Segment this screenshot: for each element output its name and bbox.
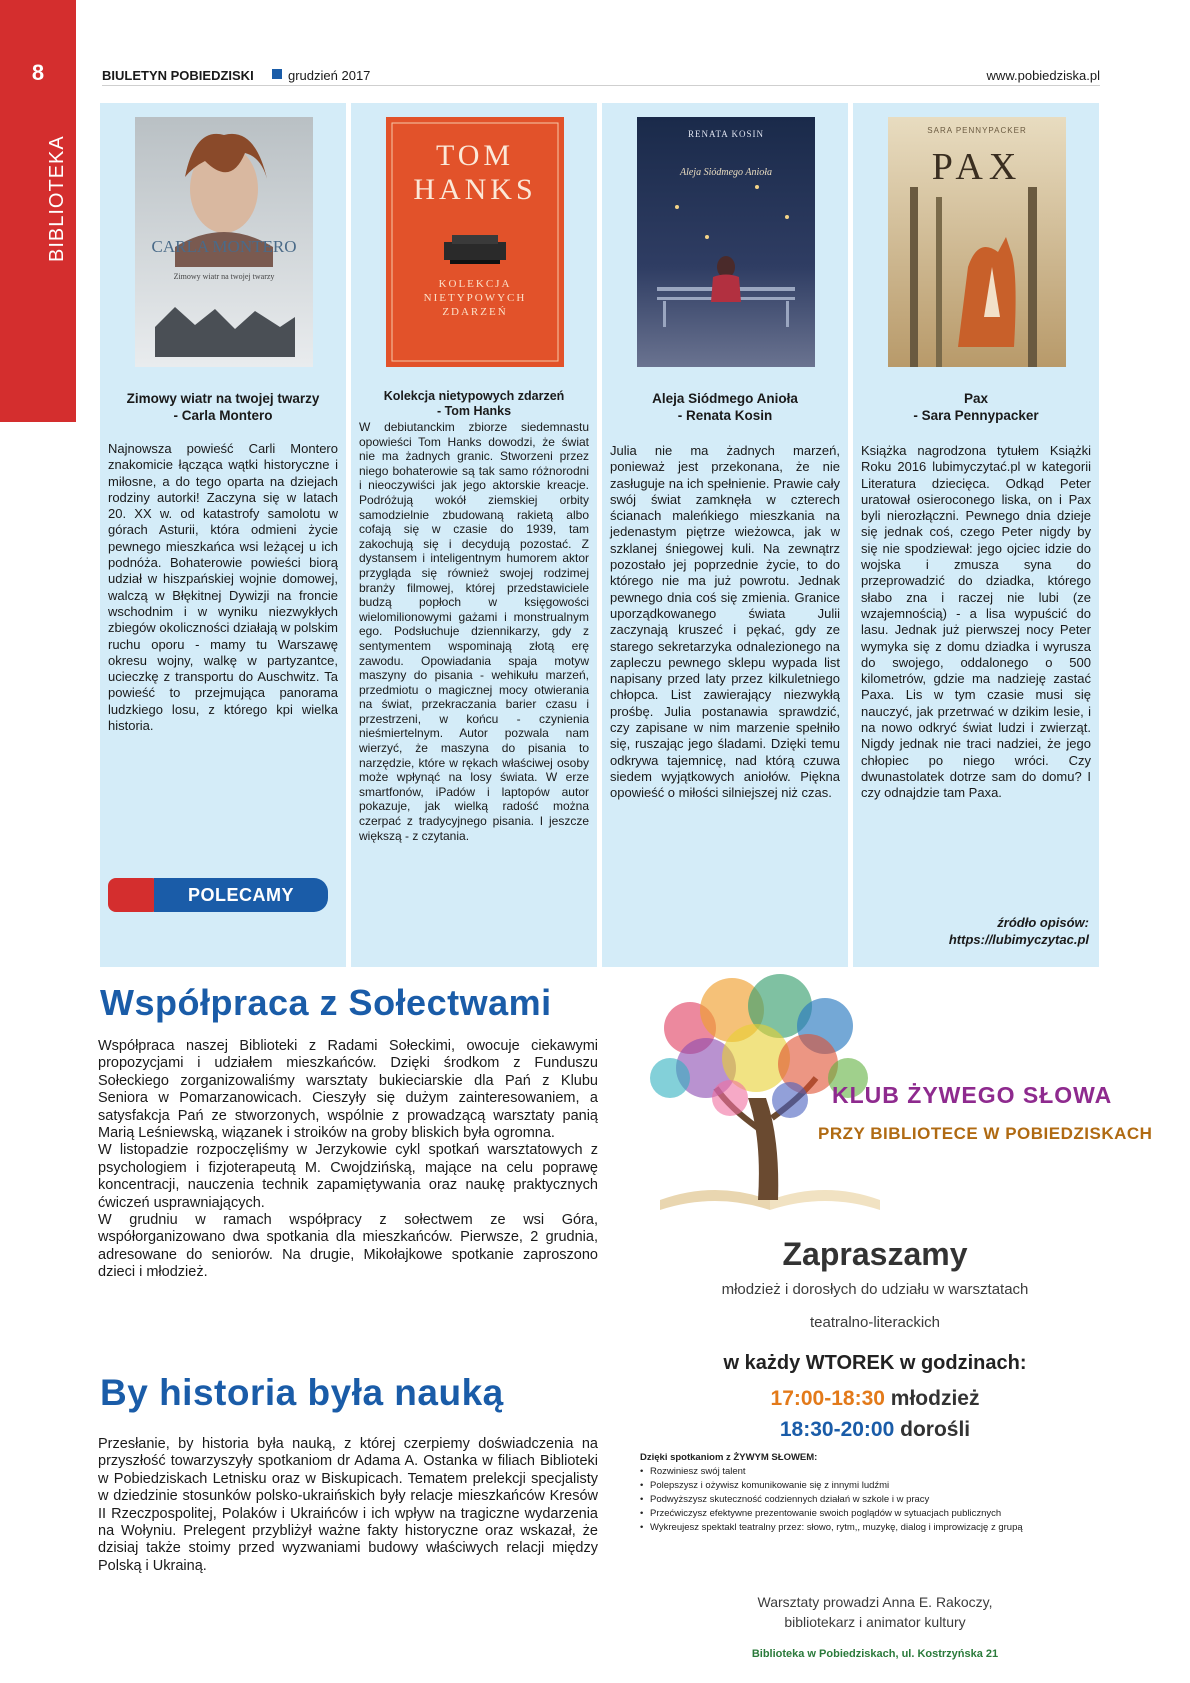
book-title [859, 390, 1093, 424]
book-title-line: Aleja Siódmego Anioła [652, 391, 798, 406]
recommended-badge [108, 878, 328, 912]
page-header [102, 66, 1100, 86]
website-url[interactable]: www.pobiedziska.pl [986, 68, 1100, 83]
book-card [602, 103, 848, 967]
slot-time: 18:30-20:00 [779, 1418, 895, 1441]
book-description: W debiutanckim zbiorze siedemnastu opowieści Tom Hanks dowodzi, że świat nie ma żadnych granic. Stworzeni przez niego bohaterowie są tak samo różnorodni i nieoczywiści jak jego aktorskie kreacje. Podróżują wokół ziemskiej orbity samodzielnie zbudowaną rakietą albo cofają się w czasie do 1939, tam zakochują się i decydują pozostać. Z dystansem i inteligentnym humorem aktor przygląda się również swojej rodzimej branży filmowej, której przedstawiciele budzą popłoch w księgowości wielomilionowymi gażami i monstrualnym ego. Podsłuchuje dziennikarzy, gdy z sentymentem wspominają złotą erę zawodu. Opowiadania spaja motyw maszyny do pisania - wehikułu marzeń, przedmiotu o magicznej mocy otwierania na świat, przekraczania barier czasu i przestrzeni, w końcu - czynienia nieśmiertelnym. Autor pozwala nam wierzyć, że maszyna do pisania to narzędzie, które w rękach właściwej osoby może wpłynąć na losy świata. W erze smartfonów, iPadów i laptopów autor pokazuje, jak wielką radość można czerpać z tradycyjnego pisania. I jeszcze większą - z czytania. [359, 420, 589, 843]
article-paragraph: W listopadzie rozpoczęliśmy w Jerzykowie cykl spotkań warsztatowych z psychologiem i fizjoterapeutą M. Cwojdzińską, mające na celu poprawę koncentracji, nauczenia technik zapamiętywania oraz naukę praktycznych ćwiczeń usprawniających. [98, 1142, 598, 1211]
cover-author: RENATA KOSIN [687, 129, 765, 139]
article-paragraph: Współpraca naszej Biblioteki z Radami Sołeckimi, owocuje ciekawymi propozycjami i udziałem mieszkańców. Dzięki środkom z Funduszu Sołeckiego zorganizowaliśmy warsztaty bukieciarskie dla Pań z Klubu Seniora w Pomarzanowicach. Cieszyły się dużym zainteresowaniem, a satysfakcja Pań ze stworzonych, wspólnie z prowadzącą warsztaty panią Marią Leśniewską, wiązanek i stroików na groby bliskich była ogromna. [98, 1038, 598, 1142]
book-card [100, 103, 346, 967]
cover-subtitle: Aleja Siódmego Anioła [679, 167, 773, 178]
source-note [949, 914, 1089, 948]
book-author: - Tom Hanks [436, 404, 512, 418]
club-poster [620, 968, 1153, 1683]
cover-author: SARA PENNYPACKER [927, 126, 1027, 135]
book-title [357, 389, 591, 419]
article-paragraph: Przesłanie, by historia była nauką, z której czerpiemy doświadczenia na przyszłość towarzyszyły spotkaniom dr Adama A. Ostanka w filiach Biblioteki w Pobiedziskach Letnisku oraz w Biskupicach. Tematem prelekcji specjalisty w dziedzinie stosunków polsko-ukraińskich były relacje mieszkańców Kresów II Rzeczpospolitej, Polaków i Ukraińców i ich wpływ na tragiczne wydarzenia na Wołyniu. Prelegent przybliżył ważne fakty historyczne oraz wskazał, że dzisiaj także stoimy przed wyzwaniami budowy właściwych relacji między Polską i Ukrainą. [98, 1436, 598, 1574]
book-cover-image [888, 117, 1066, 367]
book-card [351, 103, 597, 967]
poster-invite-line: młodzież i dorosłych do udziału w warsztatach [721, 1281, 1029, 1298]
book-cover-image [135, 117, 313, 367]
poster-subtitle: PRZY BIBLIOTECE W POBIEDZISKACH [818, 1124, 1153, 1143]
source-note-label: źródło opisów: [997, 915, 1089, 930]
poster-heading: Zapraszamy [782, 1236, 968, 1272]
book-title [106, 390, 340, 424]
section-label: BIBLIOTEKA [46, 135, 68, 262]
poster-address: Biblioteka w Pobiedziskach, ul. Kostrzyńska 21 [751, 1648, 999, 1660]
book-title [608, 390, 842, 424]
cover-title: PAX [931, 146, 1023, 188]
book-title-line: Zimowy wiatr na twojej twarzy [126, 391, 320, 406]
poster-leader-role: bibliotekarz i animator kultury [784, 1614, 966, 1630]
benefit-item: • Wykreujesz spektakl teatralny przez: słowo, rytm,, muzykę, dialog i improwizację z grupą [640, 1521, 1110, 1535]
poster-slot [620, 1387, 1130, 1411]
poster-title: KLUB ŻYWEGO SŁOWA [832, 1082, 1113, 1108]
book-title-line: Kolekcja nietypowych zdarzeń [383, 389, 565, 403]
book-author: - Carla Montero [173, 408, 273, 423]
book-title-line: Pax [963, 391, 989, 406]
header-square-icon [272, 69, 282, 79]
book-description: Książka nagrodzona tytułem Książki Roku 2016 lubimyczytać.pl w kategorii Literatura dziecięca. Odkąd Peter uratował osieroconego liska, on i Pax byli nierozłączni. Pewnego dnia dzieje się jednak coś, czego Peter nigdy by się nie spodziewał: jego ojciec idzie do wojska i zmusza syna do przeprowadzić do dziadka, którego słabo zna i raczej nie lubi (ze wzajemnością) - a lisa wypuścić do lasu. Jednak już pierwszej nocy Peter wymyka się z domu dziadka i wyrusza do swojego, oddalonego o 500 kilometrów, gdzie ma nadzieję zastać Paxa. Lis w tym czasie musi się nauczyć, jak przetrwać w dzikim lesie, i na nowo odkryć świat ludzi i zwierząt. Nigdy jednak nie traci nadziei, że jego chłopiec po niego wróci. Czy dwunastolatek dotrze sam do domu? I czy odnajdzie tam Paxa. [861, 443, 1091, 801]
cover-author-last: HANKS [413, 173, 537, 206]
book-cover-image [637, 117, 815, 367]
book-author: - Sara Pennypacker [913, 408, 1039, 423]
book-cover-image [386, 117, 564, 367]
slot-group: dorośli [900, 1418, 971, 1441]
article-body [98, 1436, 598, 1575]
benefit-item: • Przećwiczysz efektywne prezentowanie swoich poglądów w sytuacjach publicznych [640, 1507, 1110, 1521]
article-heading: Współpraca z Sołectwami [100, 982, 552, 1023]
newsletter-title: BIULETYN POBIEDZISKI [102, 68, 254, 83]
source-note-link[interactable]: https://lubimyczytac.pl [948, 932, 1089, 947]
cover-author-first: TOM [435, 139, 515, 172]
cover-subtitle: KOLEKCJA NIETYPOWYCH ZDARZEŃ [423, 278, 527, 318]
article-paragraph: W grudniu w ramach współpracy z sołectwem ze wsi Góra, współorganizowano dwa spotkania dla mieszkańców. Pierwsze, 2 grudnia, adresowane do seniorów. Na drugie, Mikołajkowe spotkanie zaproszono dzieci i młodzież. [98, 1212, 598, 1281]
cover-title: CARLA MONTERO [151, 237, 297, 256]
article-body [98, 1038, 598, 1282]
benefit-item: • Podwyższysz skuteczność codziennych działań w szkole i w pracy [640, 1493, 1110, 1507]
poster-invite-line: teatralno-literackich [809, 1314, 941, 1331]
slot-time: 17:00-18:30 [770, 1387, 885, 1410]
poster-benefits [640, 1451, 1110, 1535]
poster-leader: Warsztaty prowadzi Anna E. Rakoczy, [757, 1594, 993, 1610]
book-card [853, 103, 1099, 967]
page-number: 8 [31, 60, 45, 85]
article-heading: By historia była nauką [100, 1372, 504, 1413]
book-author: - Renata Kosin [677, 408, 773, 423]
benefit-item: • Polepszysz i ożywisz komunikowanie się z innymi ludźmi [640, 1479, 1110, 1493]
badge-accent [108, 878, 160, 912]
benefits-title: Dzięki spotkaniom z ŻYWYM SŁOWEM: [640, 1452, 818, 1463]
badge-label: POLECAMY [154, 878, 328, 912]
slot-group: młodzież [890, 1387, 980, 1410]
poster-schedule-day: w każdy WTOREK w godzinach: [723, 1352, 1027, 1374]
benefit-item: • Rozwiniesz swój talent [640, 1465, 1110, 1479]
issue-date: grudzień 2017 [288, 68, 371, 83]
cover-subtitle: Zimowy wiatr na twojej twarzy [173, 272, 275, 281]
book-description: Julia nie ma żadnych marzeń, ponieważ jest przekonana, że nie zasługuje na ich spełnienie. Prawie cały swój świat zamknęła w czterech ścianach maleńkiego mieszkania na jedenastym piętrze wieżowca, jak w szklanej śniegowej kuli. Na zewnątrz pozostało jej poprzednie życie, to do którego nie ma już powrotu. Jednak pewnego dnia coś się zmienia. Granice uporządkowanego świata Julii zaczynają kruszeć i pękać, gdy ze starego sekretarzyka odnalezionego na zapleczu pewnego sklepu wypada list napisany przed laty przez kilkuletniego chłopca. List zawierający niezwykłą prośbę. Julia postanawia sprawdzić, czy zapisane w nim marzenie spełniło się, ruszając jego śladami. Dzięki temu odkrywa tajemnicę, nad którą czuwa siedem wyjątkowych aniołów. Piękna opowieść o miłości silniejszej niż czas. [610, 443, 840, 801]
poster-slot [620, 1418, 1130, 1442]
book-description: Najnowsza powieść Carli Montero znakomicie łącząca wątki historyczne i miłosne, a do tego oparta na dziejach rodziny autorki! Zaczyna się w latach 20. XX w. od katastrofy samolotu w górach Asturii, która odmieni życie pewnego mieszkańca wsi leżącej u ich podnóża. Bohaterowie powieści biorą udział w hiszpańskiej wojnie domowej, walczą w Błękitnej Dywizji na froncie wschodnim i w wyniku niezwykłych zbiegów okoliczności działają w polskim ruchu oporu - mamy tu Warszawę okresu wojny, walkę w partyzantce, ucieczkę z transportu do Auschwitz. Ta powieść to przejmująca panorama ludzkiego losu, z którego kpi wielka historia. [108, 441, 338, 734]
